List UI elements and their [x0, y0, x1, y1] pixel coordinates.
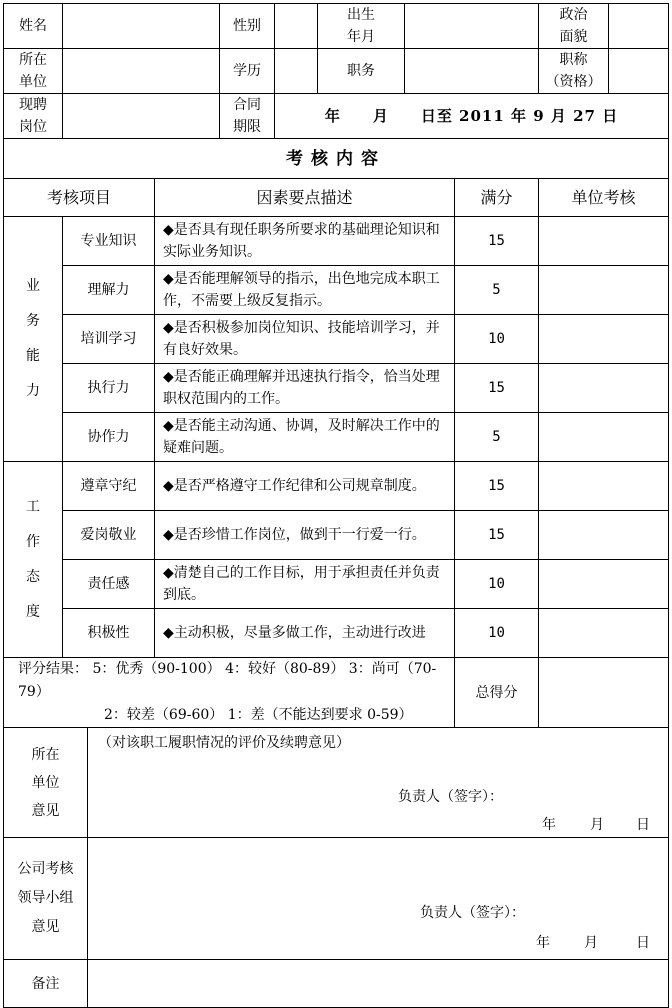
item-desc: ◆清楚自己的工作目标，用于承担责任并负责到底。 [155, 560, 455, 609]
item-name: 责任感 [63, 560, 155, 609]
company-opinion-date-year: 年 [536, 935, 550, 951]
unit-opinion-date-day: 日 [636, 817, 650, 833]
unit-value[interactable] [63, 49, 220, 94]
political-value[interactable] [609, 4, 669, 49]
company-opinion-area[interactable] [88, 838, 669, 960]
item-name: 积极性 [63, 609, 155, 658]
item-name: 专业知识 [63, 217, 155, 266]
company-opinion-date-day: 日 [636, 935, 650, 951]
unit-label: 所在 单位 [4, 49, 63, 94]
total-score-input[interactable] [539, 658, 669, 728]
header-desc: 因素要点描述 [155, 179, 455, 217]
unit-opinion-hint: （对该职工履职情况的评价及续聘意见） [98, 735, 350, 751]
item-desc: ◆是否严格遵守工作纪律和公司规章制度。 [155, 462, 455, 511]
item-score: 15 [455, 217, 539, 266]
title-value[interactable] [609, 49, 669, 94]
political-label: 政治 面貌 [539, 4, 609, 49]
table-row [4, 560, 669, 609]
group-label-ability: 业 务 能 力 [4, 217, 63, 462]
unit-score-input[interactable] [539, 413, 669, 462]
score-scale [4, 658, 455, 728]
table-row [4, 315, 669, 364]
header-full-score: 满分 [455, 179, 539, 217]
item-desc: ◆主动积极，尽量多做工作，主动进行改进 [155, 609, 455, 658]
section-title: 考核内容 [4, 139, 669, 179]
unit-score-input[interactable] [539, 315, 669, 364]
unit-opinion-signer: 负责人（签字）： [398, 789, 503, 805]
remarks-area[interactable] [88, 960, 669, 1008]
education-label: 学历 [220, 49, 275, 94]
contract-period: 年 月 日至 2011 年 9 月 27 日 [275, 94, 669, 139]
table-row [4, 462, 669, 511]
item-name: 遵章守纪 [63, 462, 155, 511]
table-row [4, 511, 669, 560]
table-row [4, 266, 669, 315]
score-scale-line1: 评分结果： 5：优秀（90-100） 4：较好（80-89） 3：尚可（70-79） [18, 661, 437, 700]
birth-value[interactable] [405, 4, 539, 49]
title-label: 职称 （资格） [539, 49, 609, 94]
company-opinion-signer: 负责人（签字）： [420, 905, 525, 921]
item-score: 15 [455, 462, 539, 511]
item-name: 协作力 [63, 413, 155, 462]
item-desc: ◆是否能正确理解并迅速执行指令，恰当处理职权范围内的工作。 [155, 364, 455, 413]
unit-score-input[interactable] [539, 511, 669, 560]
item-score: 15 [455, 511, 539, 560]
item-desc: ◆是否具有现任职务所要求的基础理论知识和实际业务知识。 [155, 217, 455, 266]
form-table [3, 3, 669, 1008]
contract-label: 合同 期限 [220, 94, 275, 139]
total-score-label: 总得分 [455, 658, 539, 728]
education-value[interactable] [275, 49, 318, 94]
name-label: 姓名 [4, 4, 63, 49]
table-row [4, 609, 669, 658]
duty-label: 职务 [318, 49, 405, 94]
item-desc: ◆是否珍惜工作岗位，做到干一行爱一行。 [155, 511, 455, 560]
unit-opinion-date-month: 月 [590, 817, 604, 833]
remarks-label: 备注 [4, 960, 88, 1008]
unit-score-input[interactable] [539, 609, 669, 658]
item-desc: ◆是否能主动沟通、协调，及时解决工作中的疑难问题。 [155, 413, 455, 462]
table-row [4, 413, 669, 462]
name-value[interactable] [63, 4, 220, 49]
item-score: 15 [455, 364, 539, 413]
post-value[interactable] [63, 94, 220, 139]
item-name: 理解力 [63, 266, 155, 315]
unit-score-input[interactable] [539, 462, 669, 511]
item-score: 10 [455, 315, 539, 364]
item-desc: ◆是否积极参加岗位知识、技能培训学习，并有良好效果。 [155, 315, 455, 364]
item-score: 10 [455, 560, 539, 609]
unit-opinion-date-year: 年 [542, 817, 556, 833]
company-opinion-label: 公司考核 领导小组 意见 [4, 838, 88, 960]
company-opinion-date-month: 月 [584, 935, 598, 951]
item-name: 爱岗敬业 [63, 511, 155, 560]
gender-label: 性别 [220, 4, 275, 49]
unit-opinion-area[interactable] [88, 728, 669, 838]
item-desc: ◆是否能理解领导的指示，出色地完成本职工作，不需要上级反复指示。 [155, 266, 455, 315]
unit-score-input[interactable] [539, 364, 669, 413]
birth-label: 出生 年月 [318, 4, 405, 49]
item-name: 培训学习 [63, 315, 155, 364]
gender-value[interactable] [275, 4, 318, 49]
header-item: 考核项目 [4, 179, 155, 217]
group-label-attitude: 工 作 态 度 [4, 462, 63, 658]
header-unit-eval: 单位考核 [539, 179, 669, 217]
unit-score-input[interactable] [539, 217, 669, 266]
duty-value[interactable] [405, 49, 539, 94]
item-score: 10 [455, 609, 539, 658]
item-score: 5 [455, 413, 539, 462]
item-score: 5 [455, 266, 539, 315]
appraisal-form [3, 3, 668, 1008]
unit-opinion-label: 所在 单位 意见 [4, 728, 88, 838]
table-row [4, 217, 669, 266]
unit-score-input[interactable] [539, 560, 669, 609]
unit-score-input[interactable] [539, 266, 669, 315]
post-label: 现聘 岗位 [4, 94, 63, 139]
table-row [4, 364, 669, 413]
item-name: 执行力 [63, 364, 155, 413]
score-scale-line2: 2：较差（69-60） 1：差（不能达到要求 0-59） [104, 707, 413, 723]
